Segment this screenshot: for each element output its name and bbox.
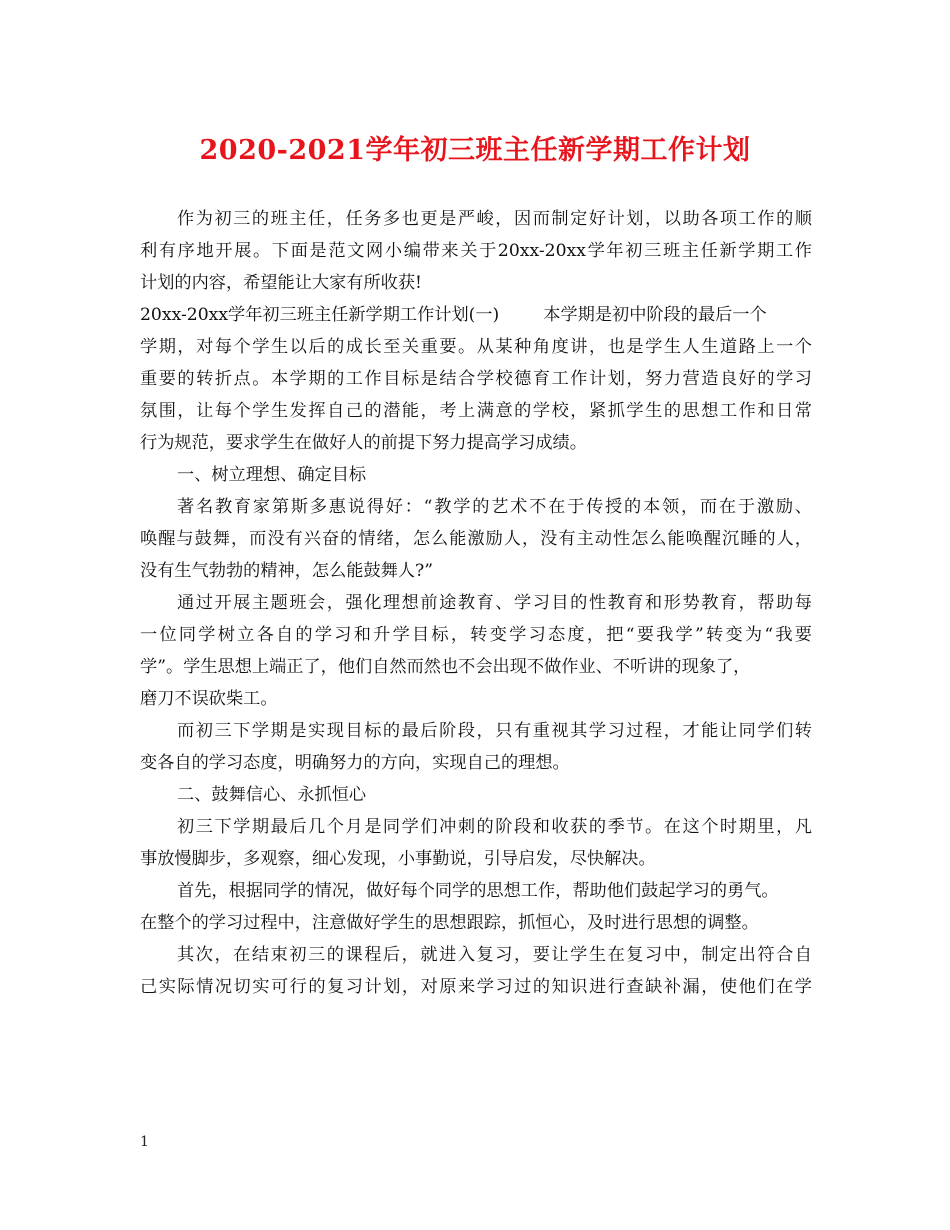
- paragraph-line: 变各自的学习态度，明确努力的方向，实现自己的理想。: [140, 753, 570, 773]
- document-title: 2020-2021学年初三班主任新学期工作计划: [199, 135, 751, 166]
- paragraph-line: 磨刀不误砍柴工。: [140, 689, 278, 709]
- paragraph-line: 初三下学期最后几个月是同学们冲刺的阶段和收获的季节。在这个时期里，凡: [177, 817, 812, 837]
- paragraph-line: 本学期是初中阶段的最后一个: [543, 305, 767, 325]
- paragraph-line: 己实际情况切实可行的复习计划，对原来学习过的知识进行查缺补漏，使他们在学: [140, 977, 812, 997]
- paragraph-line: 唤醒与鼓舞，而没有兴奋的情绪，怎么能激励人，没有主动性怎么能唤醒沉睡的人，: [140, 529, 812, 549]
- paragraph-line: 学”。学生思想上端正了，他们自然而然也不会出现不做作业、不听讲的现象了，: [140, 657, 751, 677]
- section-heading-plan-one: 20xx-20xx学年初三班主任新学期工作计划(一): [140, 305, 500, 325]
- page-number: 1: [140, 1134, 149, 1150]
- paragraph-line: 行为规范，要求学生在做好人的前提下努力提高学习成绩。: [140, 433, 587, 453]
- paragraph-line: 氛围，让每个学生发挥自己的潜能，考上满意的学校，紧抓学生的思想工作和日常: [140, 401, 812, 421]
- paragraph-line: 学期，对每个学生以后的成长至关重要。从某种角度讲，也是学生人生道路上一个: [140, 337, 812, 357]
- paragraph-line: 一位同学树立各自的学习和升学目标，转变学习态度，把“要我学”转变为“我要: [140, 625, 812, 645]
- paragraph-line: 在整个的学习过程中，注意做好学生的思想跟踪，抓恒心，及时进行思想的调整。: [140, 913, 759, 933]
- paragraph-line: 计划的内容，希望能让大家有所收获!: [140, 273, 422, 293]
- paragraph-line: [140, 299, 812, 331]
- paragraph-line: 通过开展主题班会，强化理想前途教育、学习目的性教育和形势教育，帮助每: [177, 593, 812, 613]
- paragraph-line: 作为初三的班主任，任务多也更是严峻，因而制定好计划，以助各项工作的顺: [177, 209, 812, 229]
- paragraph-line: 重要的转折点。本学期的工作目标是结合学校德育工作计划，努力营造良好的学习: [140, 369, 812, 389]
- paragraph-line: 首先，根据同学的情况，做好每个同学的思想工作，帮助他们鼓起学习的勇气。: [177, 881, 779, 901]
- section-heading: 二、鼓舞信心、永抓恒心: [177, 785, 367, 805]
- paragraph-line: 利有序地开展。下面是范文网小编带来关于20xx-20xx学年初三班主任新学期工作: [140, 241, 812, 261]
- section-heading: 一、树立理想、确定目标: [177, 465, 367, 485]
- paragraph-line: 事放慢脚步，多观察，细心发现，小事勤说，引导启发，尽快解决。: [140, 849, 656, 869]
- paragraph-line: 其次，在结束初三的课程后，就进入复习，要让学生在复习中，制定出符合自: [177, 945, 812, 965]
- paragraph-line: 著名教育家第斯多惠说得好：“教学的艺术不在于传授的本领，而在于激励、: [177, 497, 812, 517]
- paragraph-line: 而初三下学期是实现目标的最后阶段，只有重视其学习过程，才能让同学们转: [177, 721, 812, 741]
- document-body: [140, 203, 812, 1003]
- paragraph-line: 没有生气勃勃的精神，怎么能鼓舞人?”: [140, 561, 434, 581]
